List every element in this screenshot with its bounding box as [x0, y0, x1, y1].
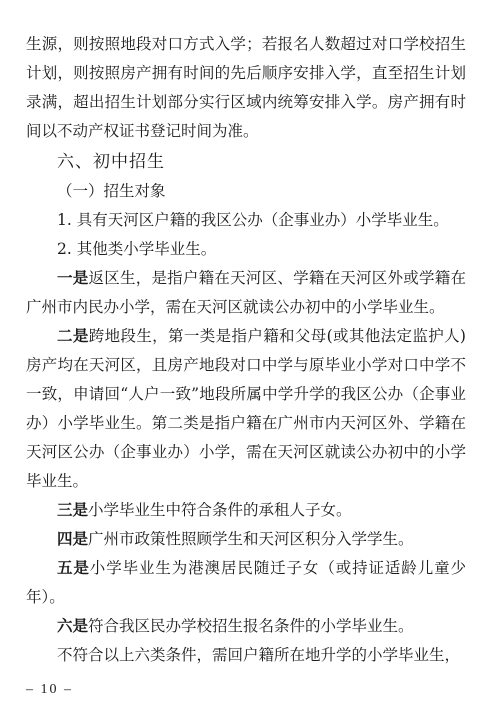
list-item-1: 1. 具有天河区户籍的我区公办（企事业办）小学毕业生。 [57, 211, 449, 229]
category-text: 返区生，是指户籍在天河区、学籍在天河区外或学籍在广州市内民办小学，需在天河区就读公办初中的小学毕业生。 [26, 269, 466, 316]
category-lead: 四是 [57, 530, 89, 548]
category-paragraph-4 [26, 525, 466, 554]
section-heading: 六、初中招生 [57, 152, 165, 172]
category-lead: 六是 [57, 617, 89, 635]
category-lead: 五是 [57, 559, 90, 577]
category-lead: 二是 [57, 327, 89, 345]
category-text: 跨地段生，第一类是指户籍和父母(或其他法定监护人)房产均在天河区，且房产地段对口中学与原毕业小学对口中学不一致，申请回“人户一致”地段所属中学升学的我区公办（企事业办）小学毕业生。第二类是指户籍在广州市内天河区外、学籍在天河区公办（企事业办）小学，需在天河区就读公办初中的小学毕业生。 [26, 327, 466, 490]
category-paragraph-3 [26, 496, 466, 525]
page-number: – 10 – [26, 682, 73, 697]
category-paragraph-6 [26, 612, 466, 641]
closing-paragraph: 不符合以上六类条件，需回户籍所在地升学的小学毕业生， [57, 646, 461, 664]
category-text: 广州市政策性照顾学生和天河区积分入学学生。 [88, 530, 414, 548]
category-text: 符合我区民办学校招生报名条件的小学毕业生。 [88, 617, 414, 635]
category-paragraph-1 [26, 264, 466, 322]
category-lead: 三是 [57, 501, 89, 519]
subsection-heading: （一）招生对象 [57, 182, 166, 200]
category-lead: 一是 [57, 269, 89, 287]
document-page [26, 30, 466, 670]
intro-paragraph: 生源，则按照地段对口方式入学；若报名人数超过对口学校招生计划，则按照房产拥有时间的先后顺序安排入学，直至招生计划录满，超出招生计划部分实行区域内统筹安排入学。房产拥有时间以不动产权证书登记时间为准。 [26, 35, 466, 140]
category-text: 小学毕业生中符合条件的承租人子女。 [88, 501, 352, 519]
list-item-2: 2. 其他类小学毕业生。 [57, 240, 217, 258]
category-text: 小学毕业生为港澳居民随迁子女（或持证适龄儿童少年）。 [26, 559, 466, 606]
category-paragraph-2 [26, 322, 466, 496]
category-paragraph-5 [26, 554, 466, 612]
